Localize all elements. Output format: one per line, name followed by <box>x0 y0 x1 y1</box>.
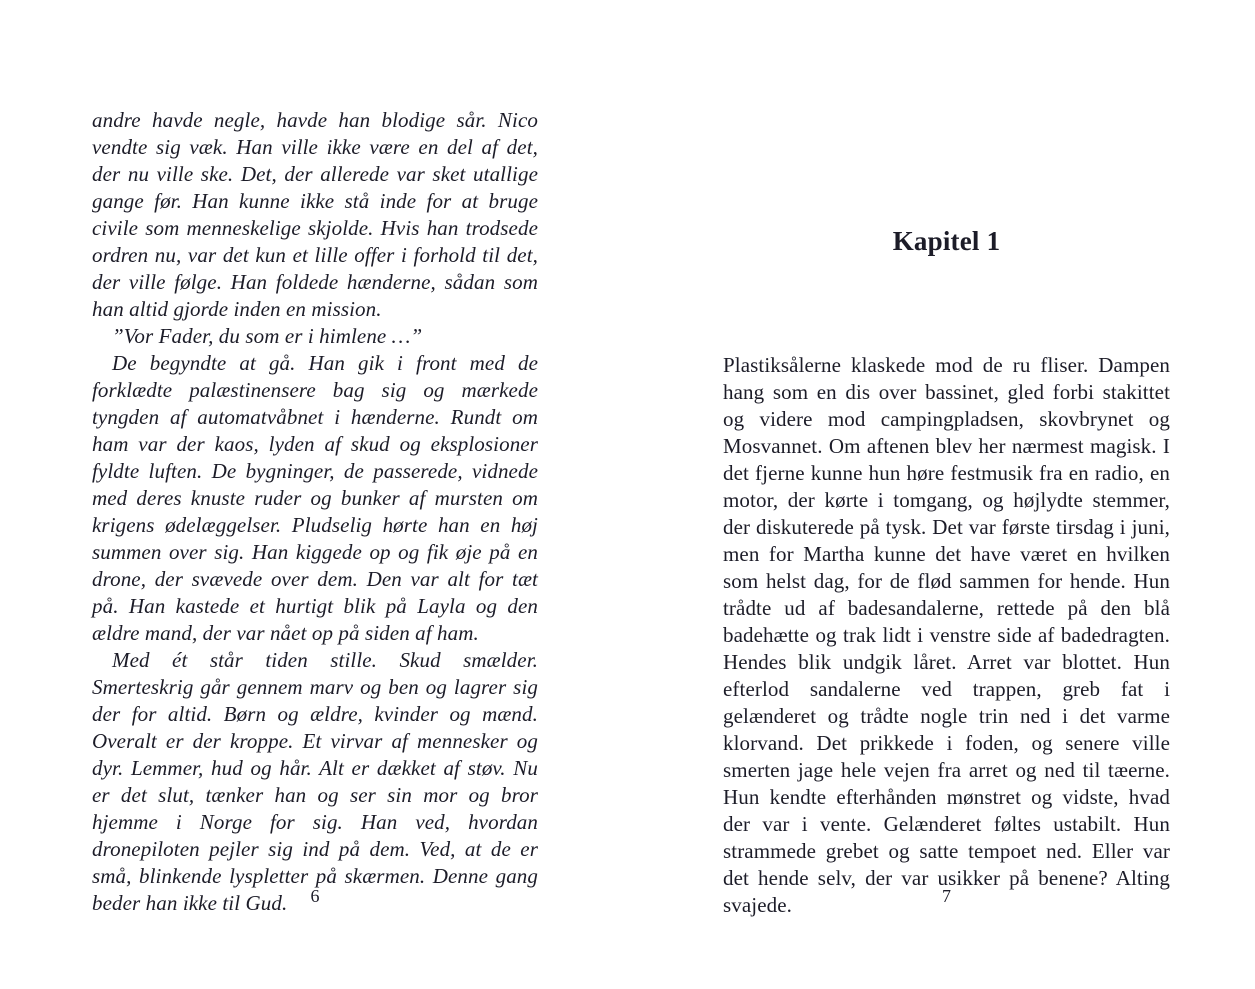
page-number-left: 6 <box>310 886 320 906</box>
paragraph: Med ét står tiden stille. Skud smælder. Smerteskrig går gennem marv og ben og lagrer sig der for altid. Børn og ældre, kvinder og mænd. Overalt er der kroppe. Et virvar af mennesker og dyr. Lemmer, hud og hår. Alt er dækket af støv. Nu er det slut, tænker han og ser sin mor og bror hjemme i Norge for sig. Han ved, hvordan dronepiloten pejler sig ind på dem. Ved, at de er små, blinkende lyspletter på skærmen. Denne gang beder han ikke til Gud. <box>92 648 538 915</box>
paragraph: Plastiksålerne klaskede mod de ru fliser. Dampen hang som en dis over bassinet, gled forbi stakittet og videre mod campingpladsen, skovbrynet og Mosvannet. Om aftenen blev her nærmest magisk. I det fjerne kunne hun høre festmusik fra en radio, en motor, der kørte i tomgang, og højlydte stemmer, der diskuterede på tysk. Det var første tirsdag i juni, men for Martha kunne det have været en hvilken som helst dag, for de flød sammen for hende. Hun trådte ud af badesandalerne, rettede på den blå badehætte og trak lidt i venstre side af badedragten. Hendes blik undgik låret. Arret var blottet. Hun efterlod sandalerne ved trappen, greb fat i gelænderet og trådte nogle trin ned i det varme klorvand. Det prikkede i foden, og senere ville smerten jage hele vejen fra arret og ned til tæerne. Hun kendte efterhånden mønstret og vidste, hvad der var i vente. Gelænderet føltes ustabilt. Hun strammede grebet og satte tempoet ned. Eller var det hende selv, der var usikker på benene? Alting svajede. <box>723 353 1170 917</box>
left-text-block <box>92 107 538 917</box>
page-number-right: 7 <box>942 886 951 906</box>
paragraph: De begyndte at gå. Han gik i front med de forklædte palæstinensere bag sig og mærkede tyngden af automatvåbnet i hænderne. Rundt om ham var der kaos, lyden af skud og eksplosioner fyldte luften. De bygninger, de passerede, vidnede med deres knuste ruder og bunker af mursten om krigens ødelæggelser. Pludselig hørte han en høj summen over sig. Han kiggede op og fik øje på en drone, der svævede over dem. Den var alt for tæt på. Han kastede et hurtigt blik på Layla og den ældre mand, der var nået op på siden af ham. <box>92 351 538 645</box>
page-left <box>0 0 627 989</box>
page-right <box>628 0 1255 989</box>
paragraph: ”Vor Fader, du som er i himlene …” <box>112 324 423 348</box>
right-text-block <box>723 352 1170 919</box>
paragraph: andre havde negle, havde han blodige sår. Nico vendte sig væk. Han ville ikke være en del af det, der nu ville ske. Det, der allerede var sket utallige gange før. Han kunne ikke stå inde for at bruge civile som menneskelige skjolde. Hvis han trodsede ordren nu, var det kun et lille offer i forhold til det, der ville følge. Han foldede hænderne, sådan som han altid gjorde inden en mission. <box>92 108 538 321</box>
chapter-title: Kapitel 1 <box>892 226 1001 256</box>
